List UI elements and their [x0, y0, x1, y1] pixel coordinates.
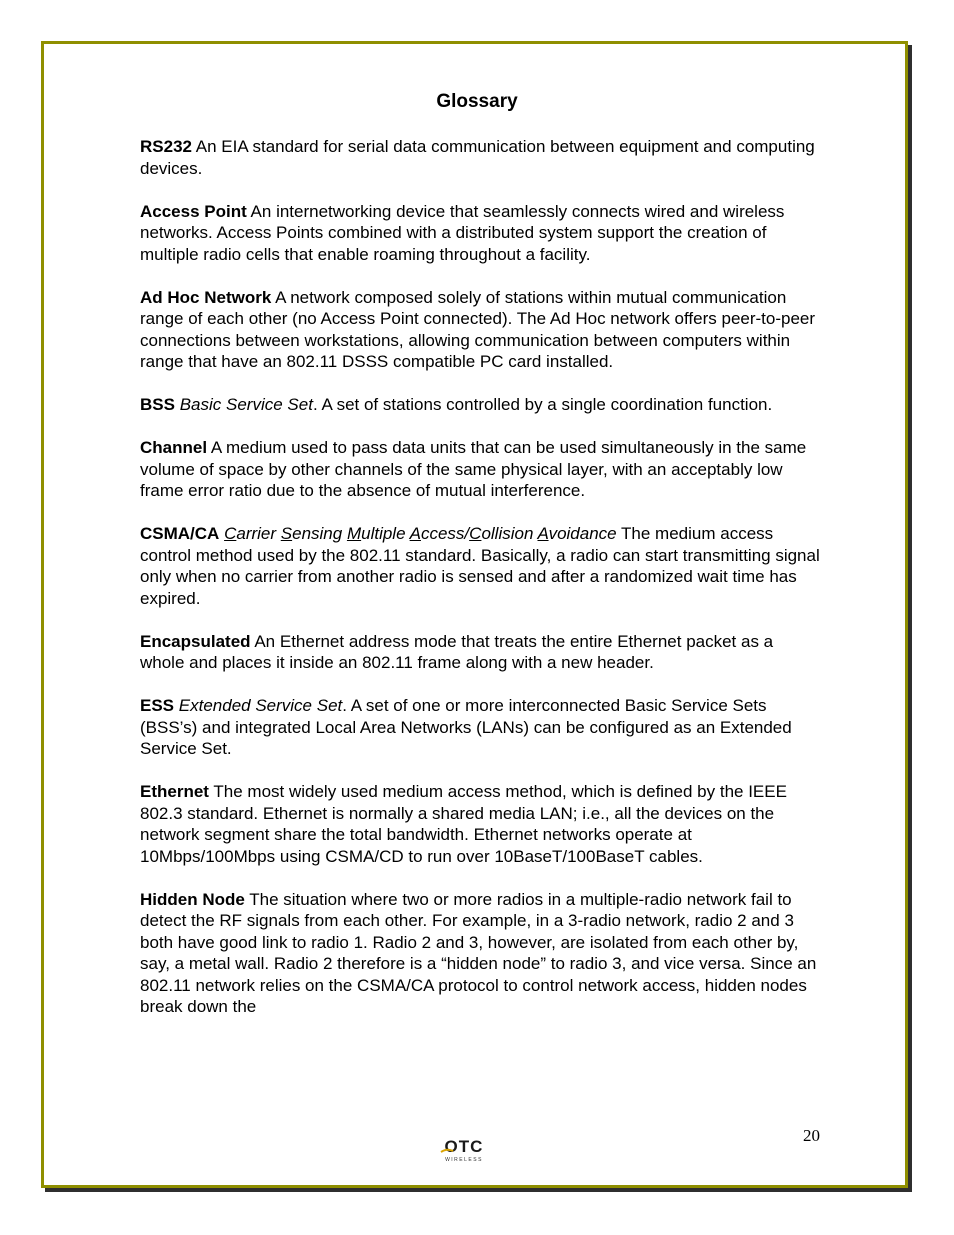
glossary-entry	[140, 889, 820, 1018]
glossary-term: Channel	[140, 438, 208, 457]
glossary-definition-text: . A set of stations controlled by a single coordination function.	[312, 395, 773, 414]
glossary-definition-text: M	[346, 524, 362, 543]
glossary-term: RS232	[140, 137, 192, 156]
logo-subtext: WIRELESS	[445, 1157, 483, 1163]
otc-wireless-logo	[439, 1138, 489, 1166]
glossary-definition-text: ollision	[481, 524, 538, 543]
page-title: Glossary	[436, 91, 518, 112]
glossary-definition-text: . A set of one or more interconnected Basic Service Sets (BSS’s) and integrated Local Area Networks (LANs) can be configured as an Extended Service Set.	[140, 696, 792, 758]
glossary-term: Ad Hoc Network	[140, 287, 272, 307]
glossary-term: Access Point	[140, 201, 247, 221]
glossary-definition-text: A medium used to pass data units that can be used simultaneously in the same volume of space by other channels of the same physical layer, with an acceptably low frame error ratio due to the absence of mutual interference.	[140, 438, 807, 500]
glossary-definition-text: An EIA standard for serial data communication between equipment and computing devices.	[140, 137, 815, 178]
glossary-entry	[140, 437, 820, 502]
glossary-entry	[140, 201, 820, 266]
glossary-list	[140, 136, 820, 1039]
glossary-term: Ethernet	[140, 782, 209, 801]
glossary-entry	[140, 136, 820, 179]
glossary-term: Hidden Node	[140, 889, 245, 909]
glossary-entry	[140, 781, 820, 867]
page-number: 20	[803, 1126, 820, 1145]
glossary-definition-text: The medium access control method used by the 802.11 standard. Basically, a radio can start transmitting signal only when no carrier from another radio is sensed and after a randomized wait time has expired.	[140, 524, 820, 608]
glossary-definition-text: Basic Service Set	[179, 395, 313, 414]
glossary-definition-text: An internetworking device that seamlessly connects wired and wireless networks. Access Points combined with a distributed system support the creation of multiple radio cells that enable roaming throughout a facility.	[140, 201, 785, 264]
glossary-entry	[140, 631, 820, 674]
glossary-definition-text: Extended Service Set	[178, 696, 343, 715]
glossary-definition-text: voidance	[548, 524, 617, 543]
glossary-entry	[140, 523, 820, 609]
glossary-term: CSMA/CA	[140, 524, 220, 543]
glossary-definition-text: ccess/	[420, 524, 470, 543]
glossary-definition-text: C	[469, 524, 482, 543]
glossary-definition-text: arrier	[236, 524, 281, 543]
glossary-definition-text: The situation where two or more radios in a multiple-radio network fail to detect the RF signals from each other. For example, in a 3-radio network, radio 2 and 3 both have good link to radio 1. Radio 2 and 3, however, are isolated from each other by, say, a metal wall. Radio 2 therefore is a “hidden node” to radio 3, and vice versa. Since an 802.11 network relies on the CSMA/CA protocol to control network access, hidden nodes break down the	[140, 889, 817, 1016]
glossary-definition-text: ensing	[292, 524, 347, 543]
glossary-entry	[140, 287, 820, 373]
glossary-definition-text: ultiple	[361, 524, 410, 543]
glossary-definition-text: C	[224, 524, 237, 543]
glossary-term: ESS	[140, 696, 175, 715]
glossary-definition-text: A	[409, 524, 421, 543]
glossary-entry	[140, 394, 820, 416]
glossary-definition-text: An Ethernet address mode that treats the entire Ethernet packet as a whole and places it inside an 802.11 frame along with a new header.	[140, 631, 774, 672]
glossary-definition-text: A	[537, 524, 549, 543]
glossary-definition-text: S	[280, 524, 293, 543]
glossary-definition-text: The most widely used medium access method, which is defined by the IEEE 802.3 standard. Ethernet is normally a shared media LAN; i.e., all the devices on the network segment share the total bandwidth. Ethernet networks operate at 10Mbps/100Mbps using CSMA/CD to run over 10BaseT/100BaseT cables.	[140, 782, 787, 866]
logo-swoosh-icon	[440, 1148, 454, 1154]
logo-text: OTC	[444, 1137, 484, 1156]
glossary-term: BSS	[140, 395, 175, 414]
glossary-entry	[140, 695, 820, 760]
glossary-term: Encapsulated	[140, 631, 251, 651]
glossary-definition-text: A network composed solely of stations within mutual communication range of each other (no Access Point connected). The Ad Hoc network offers peer-to-peer connections between workstations, allowing communication between computers within range that have an 802.11 DSSS compatible PC card installed.	[140, 287, 816, 371]
